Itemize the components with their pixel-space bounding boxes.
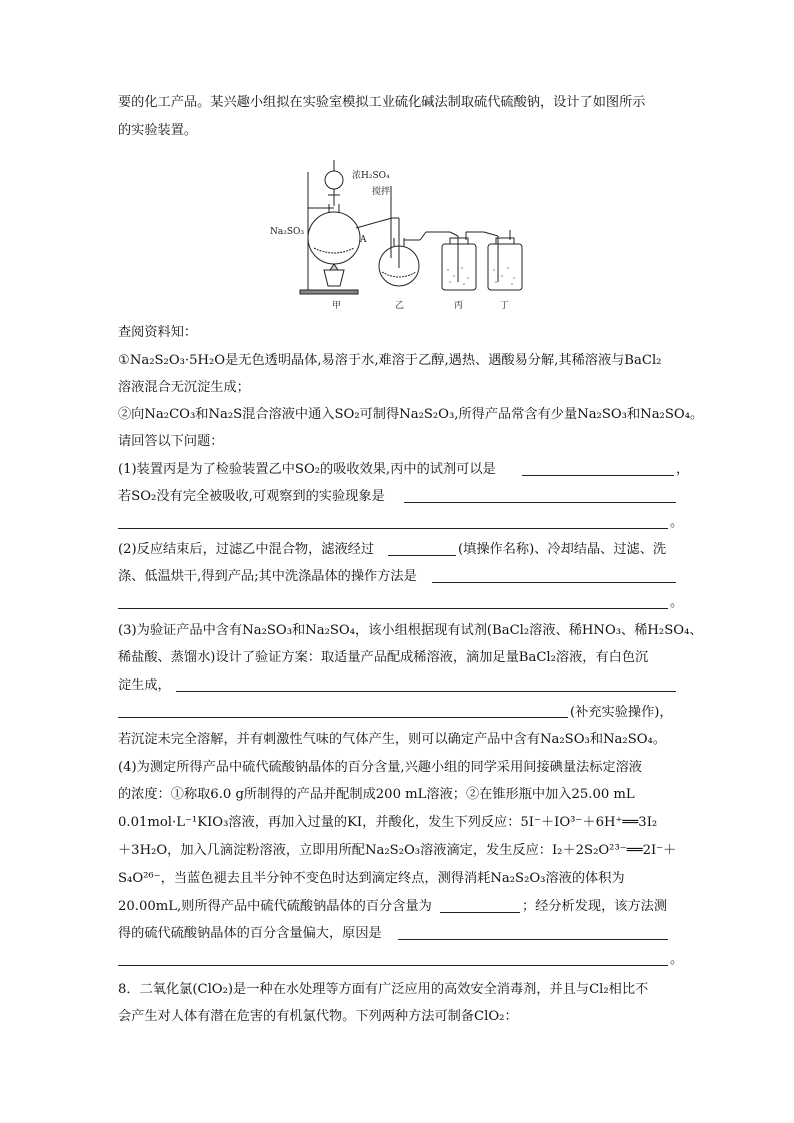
burner [324, 270, 344, 286]
q1-answer-blank-1[interactable] [522, 475, 674, 476]
q4-line-5: S₄O²⁶⁻，当蓝色褪去且半分钟不变色时达到滴定终点，测得消耗Na₂S₂O₃溶液的体积为 [118, 871, 625, 886]
apparatus-drawing [262, 158, 532, 313]
info-heading: 查阅资料知： [118, 325, 198, 340]
q4-line-4: ＋3H₂O，加入几滴淀粉溶液，立即用所配Na₂S₂O₃溶液滴定，发生反应：I₂＋2S₂O²³⁻══2I⁻＋ [118, 843, 677, 858]
q8-line-2: 会产生对人体有潜在危害的有机氯代物。下列两种方法可制备ClO₂： [118, 1009, 518, 1024]
info-item-2: ②向Na₂CO₃和Na₂S混合溶液中通入SO₂可制得Na₂S₂O₃,所得产品常含有少量Na₂SO₃和Na₂SO₄。 [118, 407, 704, 422]
caption-jia: 甲 [332, 301, 342, 311]
questions-prompt: 请回答以下问题： [118, 434, 224, 449]
bottle-bing [442, 244, 476, 290]
q4-line-6a: 20.00mL,则所得产品中硫代硫酸钠晶体的百分含量为 [118, 899, 432, 914]
q4-line-7: 得的硫代硫酸钠晶体的百分含量偏大，原因是 [118, 926, 382, 941]
flask-jia [308, 212, 360, 264]
q1-answer-blank-3[interactable] [118, 528, 668, 529]
q4-answer-blank-3[interactable] [118, 965, 668, 966]
q4-line-3: 0.01mol·L⁻¹KIO₃溶液，再加入过量的KI，并酸化，发生下列反应：5I⁻＋IO³⁻＋6H⁺══3I₂ [118, 815, 658, 830]
q2-answer-blank-3[interactable] [118, 608, 668, 609]
q3-line-5: 若沉淀未完全溶解，并有刺激性气味的气体产生，则可以确定产品中含有Na₂SO₃和Na₂SO₄。 [118, 732, 667, 747]
q3-answer-blank-1[interactable] [176, 691, 676, 692]
dropping-funnel [325, 171, 343, 189]
label-na2so3: Na₂SO₃ [270, 227, 305, 237]
tube-a [356, 218, 392, 228]
stand-base [300, 290, 358, 294]
q3-answer-blank-2[interactable] [118, 717, 568, 718]
label-a: A [360, 235, 367, 245]
q3-line-1: (3)为验证产品中含有Na₂SO₃和Na₂SO₄，该小组根据现有试剂(BaCl₂溶液、稀HNO₃、稀H₂SO₄、 [118, 623, 703, 638]
q1-line-1: (1)装置丙是为了检验装置乙中SO₂的吸收效果,丙中的试剂可以是 [118, 462, 496, 477]
q4-line-1: (4)为测定所得产品中硫代硫酸钠晶体的百分含量,兴趣小组的同学采用间接碘量法标定溶液 [118, 760, 642, 775]
info-item-1-line-2: 溶液混合无沉淀生成； [118, 380, 250, 395]
intro-line-2: 的实验装置。 [118, 123, 198, 138]
q1-answer-blank-2[interactable] [404, 502, 676, 503]
q3-line-3: 淀生成， [118, 678, 171, 693]
q2-line-2: 涤、低温烘干,得到产品;其中洗涤晶体的操作方法是 [118, 569, 417, 584]
q2-line-3-end: 。 [670, 595, 684, 610]
q3-line-4-end: (补充实验操作)， [570, 705, 673, 720]
q4-line-2: 的浓度：①称取6.0 g所制得的产品并配制成200 mL溶液；②在锥形瓶中加入25.00 mL [118, 787, 635, 802]
info-item-1-line-1: ①Na₂S₂O₃·5H₂O是无色透明晶体,易溶于水,难溶于乙醇,遇热、遇酸易分解,其稀溶液与BaCl₂ [118, 353, 662, 368]
bottle-ding [488, 244, 522, 290]
q3-line-2: 稀盐酸、蒸馏水)设计了验证方案：取适量产品配成稀溶液，滴加足量BaCl₂溶液，有白色沉 [118, 650, 649, 665]
caption-bing: 丙 [454, 301, 464, 311]
q2-line-1a: (2)反应结束后，过滤乙中混合物，滤液经过 [118, 542, 375, 557]
label-acid: 浓H₂SO₄ [352, 171, 390, 181]
intro-line-1: 要的化工产品。某兴趣小组拟在实验室模拟工业硫化碱法制取硫代硫酸钠，设计了如图所示 [118, 95, 646, 110]
q4-line-6b: ；经分析发现，该方法测 [522, 899, 668, 914]
q4-answer-blank-2[interactable] [398, 939, 668, 940]
label-stir: 搅拌 [372, 187, 391, 197]
q8-line-1: 8．二氧化氯(ClO₂)是一种在水处理等方面有广泛应用的高效安全消毒剂，并且与Cl₂相比不 [118, 982, 649, 997]
q1-line-2: 若SO₂没有完全被吸收,可观察到的实验现象是 [118, 489, 385, 504]
q2-answer-blank-1[interactable] [388, 555, 456, 556]
caption-yi: 乙 [395, 301, 405, 311]
caption-ding: 丁 [500, 301, 510, 311]
q2-line-1b: (填操作名称)、冷却结晶、过滤、洗 [458, 542, 667, 557]
q1-line-1-end: ， [676, 462, 690, 477]
q1-line-3-end: 。 [670, 515, 684, 530]
q4-line-8-end: 。 [670, 952, 684, 967]
q2-answer-blank-2[interactable] [432, 582, 676, 583]
q4-answer-blank-1[interactable] [440, 912, 520, 913]
apparatus-figure [262, 158, 532, 313]
